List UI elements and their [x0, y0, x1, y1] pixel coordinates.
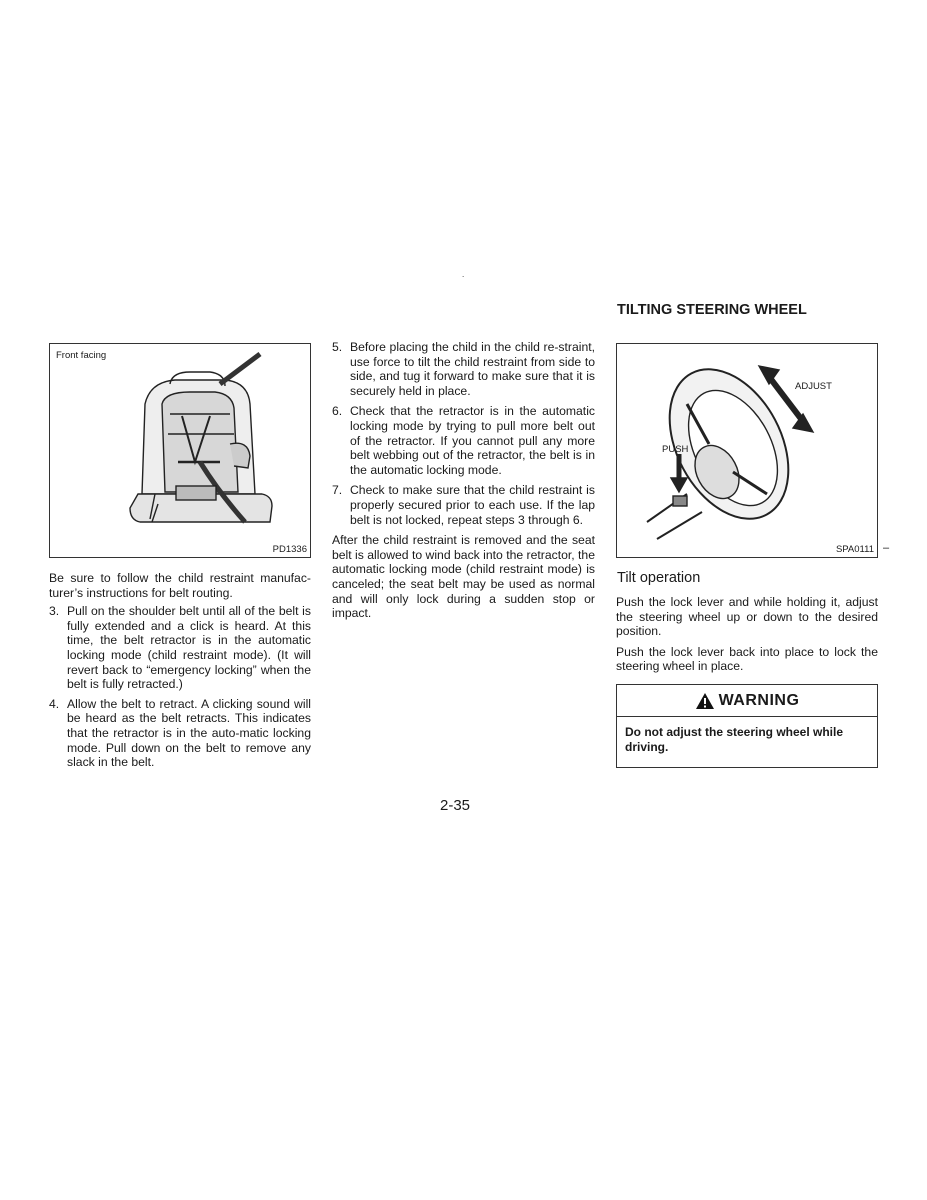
intro-paragraph: Be sure to follow the child restraint manufac-turer’s instructions for belt routing. — [49, 571, 311, 600]
child-restraint-figure — [49, 343, 311, 558]
step-text: Pull on the shoulder belt until all of the belt is fully extended and a click is heard. At this time, the belt retractor is in the automatic locking mode (child restraint mode). (It will revert back to “emergency locking” when the belt is fully retracted.) — [67, 604, 311, 692]
right-text-column — [616, 595, 878, 674]
middle-text-column — [332, 340, 595, 621]
figure-code: SPA0111 — [835, 544, 874, 555]
paragraph: Push the lock lever and while holding it, adjust the steering wheel up or down to the desired position. — [616, 595, 878, 639]
step-number: 3. — [49, 604, 60, 619]
steering-wheel-illustration — [617, 344, 877, 544]
step-number: 5. — [332, 340, 343, 354]
steering-wheel-figure — [616, 343, 878, 558]
step-text: Check to make sure that the child restraint is properly secured prior to each use. If the lap belt is not locked, repeat steps 3 through 6. — [350, 483, 595, 527]
adjust-label: ADJUST — [795, 381, 832, 392]
page-mark: . — [462, 270, 465, 279]
child-restraint-illustration — [50, 344, 310, 544]
steps-list-left — [49, 604, 311, 770]
figure-dash: – — [883, 542, 890, 554]
figure-code: PD1336 — [272, 544, 307, 555]
left-text-column — [49, 571, 311, 770]
step-text: Allow the belt to retract. A clicking sound will be heard as the belt retracts. This indicates that the retractor is in the auto-matic locking mode. Pull down on the belt to remove any slack in the belt. — [67, 696, 311, 770]
step-text: Before placing the child in the child re-straint, use force to tilt the child restraint from side to side, and tug it forward to make sure that it is securely held in place. — [350, 340, 595, 398]
warning-title: WARNING — [718, 691, 800, 709]
warning-triangle-icon — [695, 692, 715, 710]
page-number: 2-35 — [440, 797, 471, 814]
section-title: TILTING STEERING WHEEL — [617, 302, 807, 318]
step-number: 6. — [332, 404, 343, 419]
list-item — [332, 340, 595, 398]
warning-box — [616, 684, 878, 768]
paragraph: Push the lock lever back into place to lock the steering wheel in place. — [616, 644, 878, 674]
list-item — [49, 604, 311, 692]
closing-paragraph: After the child restraint is removed and the seat belt is allowed to wind back into the retractor, the automatic locking mode (child restraint mode) is canceled; the seat belt may be used as normal and will only lock during a sudden stop or impact. — [332, 533, 595, 621]
step-number: 7. — [332, 483, 343, 498]
push-label: PUSH — [662, 444, 689, 455]
steps-list-middle — [332, 340, 595, 527]
warning-header — [617, 685, 877, 717]
warning-text: Do not adjust the steering wheel while driving. — [625, 725, 844, 754]
list-item — [332, 483, 595, 527]
subheading: Tilt operation — [617, 570, 701, 586]
list-item — [49, 697, 311, 770]
list-item — [332, 404, 595, 477]
step-text: Check that the retractor is in the automatic locking mode by trying to pull more belt out of the retractor. If you cannot pull any more belt webbing out of the retractor, the belt is in the automatic locking mode. — [350, 404, 595, 477]
step-number: 4. — [49, 696, 60, 711]
figure-label: Front facing — [56, 350, 107, 361]
